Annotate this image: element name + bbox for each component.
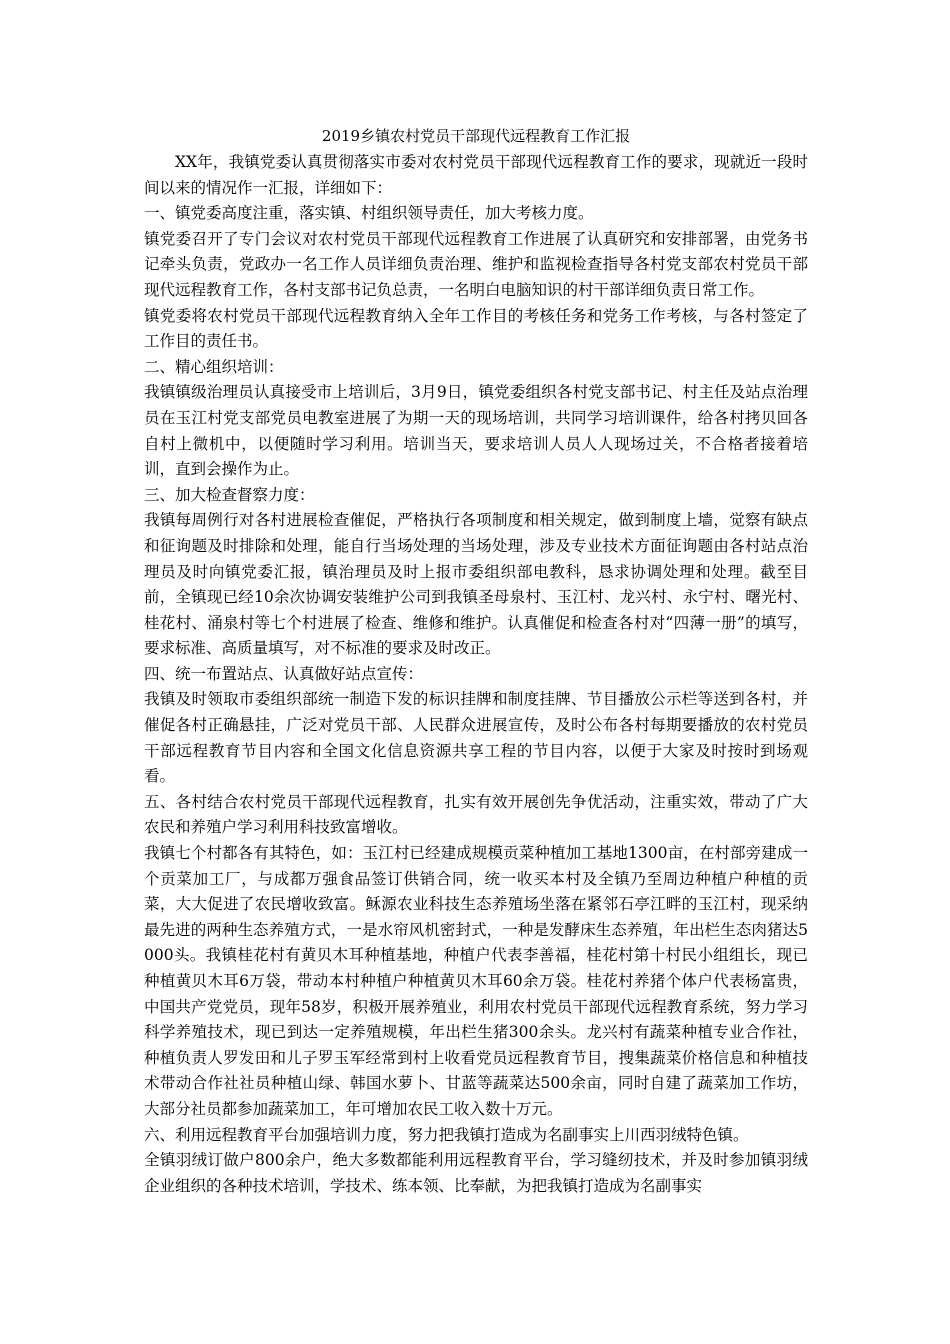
- paragraph-intro: XX年，我镇党委认真贯彻落实市委对农村党员干部现代远程教育工作的要求，现就近一段时间以来的情况作一汇报，详细如下：: [144, 153, 808, 197]
- section-heading-6: 六、利用远程教育平台加强培训力度，努力把我镇打造成为名副事实上川西羽绒特色镇。: [144, 1125, 749, 1144]
- section-heading-3: 三、加大检查督察力度：: [144, 485, 315, 504]
- paragraph: 我镇每周例行对各村进展检查催促，严格执行各项制度和相关规定，做到制度上墙，觉察有缺点和征询题及时排除和处理，能自行当场处理的当场处理，涉及专业技术方面征询题由各村站点治理员及时向镇党委汇报，镇治理员及时上报市委组织部电教科，恳求协调处理和处理。截至目前，全镇现已经10余次协调安装维护公司到我镇圣母泉村、玉江村、龙兴村、永宁村、曙光村、桂花村、涌泉村等七个村进展了检查、维修和维护。认真催促和检查各村对“四薄一册”的填写，要求标准、高质量填写，对不标准的要求及时改正。: [144, 511, 808, 658]
- section-heading-2: 二、精心组织培训：: [144, 357, 284, 376]
- document-page: [144, 122, 808, 1199]
- paragraph: 镇党委将农村党员干部现代远程教育纳入全年工作目的考核任务和党务工作考核，与各村签定了工作目的责任书。: [144, 306, 808, 351]
- section-heading-4: 四、统一布置站点、认真做好站点宣传：: [144, 664, 424, 683]
- document-title: 2019乡镇农村党员干部现代远程教育工作汇报: [321, 127, 631, 145]
- section-heading-5: 五、各村结合农村党员干部现代远程教育，扎实有效开展创先争优活动，注重实效，带动了广大农民和养殖户学习利用科技致富增收。: [144, 792, 808, 837]
- paragraph: 我镇镇级治理员认真接受市上培训后，3月9日，镇党委组织各村党支部书记、村主任及站点治理员在玉江村党支部党员电教室进展了为期一天的现场培训，共同学习培训课件，给各村拷贝回各自村上微机中，以便随时学习利用。培训当天，要求培训人员人人现场过关，不合格者接着培训，直到会操作为止。: [144, 383, 808, 479]
- section-heading-1: 一、镇党委高度注重，落实镇、村组织领导责任，加大考核力度。: [144, 204, 594, 223]
- paragraph: 我镇及时领取市委组织部统一制造下发的标识挂牌和制度挂牌、节目播放公示栏等送到各村，并催促各村正确悬挂，广泛对党员干部、人民群众进展宣传，及时公布各村每期要播放的农村党员干部远程教育节目内容和全国文化信息资源共享工程的节目内容，以便于大家及时按时到场观看。: [144, 690, 808, 786]
- paragraph: 镇党委召开了专门会议对农村党员干部现代远程教育工作进展了认真研究和安排部署，由党务书记牵头负责，党政办一名工作人员详细负责治理、维护和监视检查指导各村党支部农村党员干部现代远程教育工作，各村支部书记负总责，一名明白电脑知识的村干部详细负责日常工作。: [144, 229, 808, 299]
- paragraph: 全镇羽绒订做户800余户，绝大多数都能利用远程教育平台，学习缝纫技术，并及时参加镇羽绒企业组织的各种技术培训，学技术、练本领、比奉献，为把我镇打造成为名副事实: [144, 1151, 808, 1195]
- paragraph: 我镇七个村都各有其特色，如：玉江村已经建成规模贡菜种植加工基地1300亩，在村部旁建成一个贡菜加工厂，与成都万强食品签订供销合同，统一收买本村及全镇乃至周边种植户种植的贡菜，大大促进了农民增收致富。稣源农业科技生态养殖场坐落在紧邻石亭江畔的玉江村，现采纳最先进的两种生态养殖方式，一是水帘风机密封式，一种是发酵床生态养殖，年出栏生态肉猪达5000头。我镇桂花村有黄贝木耳种植基地，种植户代表李善福，桂花村第十村民小组组长，现已种植黄贝木耳6万袋，带动本村种植户种植黄贝木耳60余万袋。桂花村养猪个体户代表杨富贵，中国共产党党员，现年58岁，积极开展养殖业，利用农村党员干部现代远程教育系统，努力学习科学养殖技术，现已到达一定养殖规模，年出栏生猪300余头。龙兴村有蔬菜种植专业合作社，种植负责人罗发田和儿子罗玉军经常到村上收看党员远程教育节目，搜集蔬菜价格信息和种植技术带动合作社社员种植山绿、韩国水萝卜、甘蓝等蔬菜达500余亩，同时自建了蔬菜加工作坊，大部分社员都参加蔬菜加工，年可增加农民工收入数十万元。: [144, 844, 808, 1118]
